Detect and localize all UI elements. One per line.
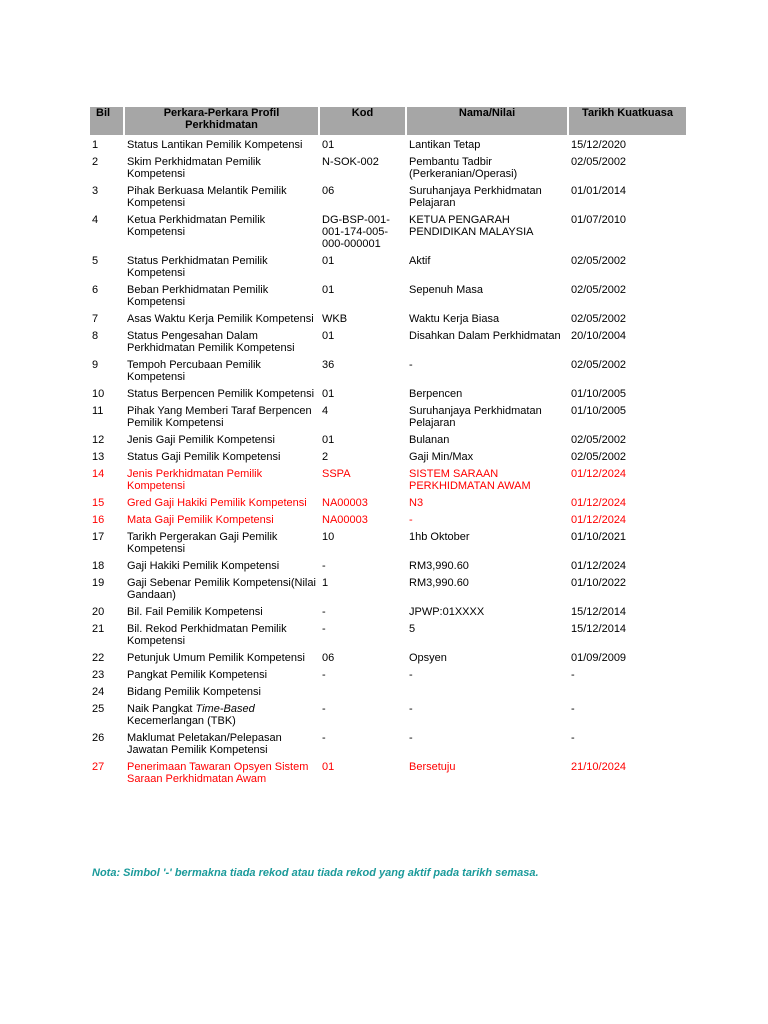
table-row	[90, 434, 686, 451]
cell-tarikh: 01/10/2005	[571, 405, 627, 417]
cell-nama: Gaji Min/Max	[409, 451, 474, 463]
table-row	[90, 652, 686, 669]
cell-tarikh	[569, 686, 686, 703]
cell-bil: 13	[92, 451, 105, 463]
cell-kod: -	[322, 703, 326, 715]
header-bil: Bil	[90, 107, 123, 135]
cell-perkara: Asas Waktu Kerja Pemilik Kompetensi	[127, 313, 314, 325]
cell-tarikh: 02/05/2002	[571, 156, 627, 168]
cell-bil: 22	[92, 652, 105, 664]
table-row	[90, 330, 686, 359]
cell-nama: Suruhanjaya Perkhidmatan Pelajaran	[409, 405, 542, 429]
cell-perkara: Pangkat Pemilik Kompetensi	[127, 669, 268, 681]
table-row	[90, 703, 686, 732]
perkara-text: Kecemerlangan (TBK)	[127, 715, 236, 727]
cell-nama: KETUA PENGARAH PENDIDIKAN MALAYSIA	[409, 214, 534, 238]
cell-kod: N-SOK-002	[322, 156, 379, 168]
cell-perkara: Penerimaan Tawaran Opsyen Sistem Saraan Perkhidmatan Awam	[127, 761, 309, 785]
cell-perkara: Bil. Rekod Perkhidmatan Pemilik Kompetensi	[127, 623, 287, 647]
table-row	[90, 468, 686, 497]
header-nama: Nama/Nilai	[407, 107, 567, 135]
cell-perkara: Ketua Perkhidmatan Pemilik Kompetensi	[127, 214, 266, 238]
table-row	[90, 623, 686, 652]
cell-tarikh: 01/12/2024	[571, 514, 627, 526]
cell-bil: 4	[92, 214, 99, 226]
cell-perkara: Tempoh Percubaan Pemilik Kompetensi	[127, 359, 261, 383]
cell-bil: 7	[92, 313, 99, 325]
cell-nama: Bulanan	[409, 434, 450, 446]
cell-bil: 24	[92, 686, 105, 698]
cell-tarikh: 01/07/2010	[571, 214, 627, 226]
cell-perkara: Pihak Berkuasa Melantik Pemilik Kompetensi	[127, 185, 287, 209]
header-kod: Kod	[320, 107, 405, 135]
cell-bil: 8	[92, 330, 99, 342]
cell-nama: Aktif	[409, 255, 431, 267]
profile-table-container	[90, 107, 678, 790]
cell-tarikh: 01/10/2021	[571, 531, 627, 543]
cell-kod: SSPA	[322, 468, 351, 480]
cell-kod: -	[322, 669, 326, 681]
cell-kod: NA00003	[322, 514, 368, 526]
cell-nama: Waktu Kerja Biasa	[409, 313, 500, 325]
cell-perkara: Pihak Yang Memberi Taraf Berpencen Pemilik Kompetensi	[127, 405, 312, 429]
cell-bil: 25	[92, 703, 105, 715]
cell-nama: Opsyen	[409, 652, 447, 664]
cell-perkara: Status Berpencen Pemilik Kompetensi	[127, 388, 315, 400]
cell-kod: 1	[322, 577, 329, 589]
cell-nama: N3	[409, 497, 424, 509]
cell-tarikh: 02/05/2002	[571, 255, 627, 267]
table-row	[90, 531, 686, 560]
cell-bil: 1	[92, 139, 99, 151]
cell-kod: -	[322, 560, 326, 572]
cell-tarikh: 02/05/2002	[571, 451, 627, 463]
table-row	[90, 514, 686, 531]
table-row	[90, 686, 686, 703]
table-row	[90, 451, 686, 468]
cell-tarikh: 02/05/2002	[571, 284, 627, 296]
table-row	[90, 156, 686, 185]
cell-tarikh: 01/10/2022	[571, 577, 627, 589]
cell-perkara: Beban Perkhidmatan Pemilik Kompetensi	[127, 284, 269, 308]
cell-kod: 01	[322, 330, 335, 342]
cell-tarikh: 02/05/2002	[571, 359, 627, 371]
table-row	[90, 606, 686, 623]
cell-nama: 5	[409, 623, 416, 635]
table-body	[90, 135, 686, 790]
cell-tarikh: 02/05/2002	[571, 434, 627, 446]
cell-nama: Sepenuh Masa	[409, 284, 483, 296]
cell-kod: 01	[322, 284, 335, 296]
table-row	[90, 732, 686, 761]
cell-nama: -	[409, 359, 413, 371]
table-row	[90, 669, 686, 686]
table-header-row	[90, 107, 686, 135]
cell-kod: 36	[322, 359, 335, 371]
perkara-emphasis: Time-Based	[195, 703, 255, 715]
table-row	[90, 388, 686, 405]
cell-nama: RM3,990.60	[409, 560, 469, 572]
cell-bil: 21	[92, 623, 105, 635]
cell-perkara: Bidang Pemilik Kompetensi	[127, 686, 261, 698]
cell-kod: 01	[322, 139, 335, 151]
table-row	[90, 405, 686, 434]
cell-nama: -	[409, 732, 413, 744]
cell-perkara: Skim Perkhidmatan Pemilik Kompetensi	[127, 156, 261, 180]
cell-bil: 14	[92, 468, 105, 480]
cell-tarikh: 01/12/2024	[571, 560, 627, 572]
table-row	[90, 313, 686, 330]
cell-nama: -	[409, 669, 413, 681]
cell-tarikh: 01/12/2024	[571, 497, 627, 509]
cell-perkara: Bil. Fail Pemilik Kompetensi	[127, 606, 263, 618]
cell-kod: 06	[322, 185, 335, 197]
table-row	[90, 214, 686, 255]
cell-bil: 16	[92, 514, 105, 526]
cell-perkara: Status Lantikan Pemilik Kompetensi	[127, 139, 303, 151]
cell-kod: 4	[322, 405, 329, 417]
cell-kod: 01	[322, 255, 335, 267]
cell-nama: 1hb Oktober	[409, 531, 470, 543]
cell-bil: 12	[92, 434, 105, 446]
cell-kod: NA00003	[322, 497, 368, 509]
table-row	[90, 761, 686, 790]
cell-tarikh: 15/12/2020	[571, 139, 627, 151]
cell-kod: DG-BSP-001-001-174-005-000-000001	[322, 214, 390, 250]
cell-bil: 18	[92, 560, 105, 572]
cell-perkara: Gred Gaji Hakiki Pemilik Kompetensi	[127, 497, 307, 509]
table-row	[90, 560, 686, 577]
cell-tarikh: 01/10/2005	[571, 388, 627, 400]
cell-nama: -	[409, 514, 413, 526]
footnote: Nota: Simbol '-' bermakna tiada rekod atau tiada rekod yang aktif pada tarikh semasa.	[92, 867, 539, 879]
cell-tarikh: -	[571, 703, 575, 715]
cell-nama	[407, 686, 567, 703]
cell-nama: Bersetuju	[409, 761, 456, 773]
cell-nama: RM3,990.60	[409, 577, 469, 589]
cell-bil: 15	[92, 497, 105, 509]
cell-perkara: Maklumat Peletakan/Pelepasan Jawatan Pemilik Kompetensi	[127, 732, 282, 756]
table-row	[90, 359, 686, 388]
cell-nama: Lantikan Tetap	[409, 139, 481, 151]
cell-kod: -	[322, 606, 326, 618]
cell-kod	[320, 686, 405, 703]
cell-perkara: Tarikh Pergerakan Gaji Pemilik Kompetensi	[127, 531, 278, 555]
cell-nama: SISTEM SARAAN PERKHIDMATAN AWAM	[409, 468, 531, 492]
cell-kod: 10	[322, 531, 335, 543]
perkara-text: Naik Pangkat	[127, 703, 196, 715]
cell-tarikh: 15/12/2014	[571, 606, 627, 618]
cell-kod: 06	[322, 652, 335, 664]
cell-kod: -	[322, 623, 326, 635]
cell-bil: 9	[92, 359, 99, 371]
cell-perkara: Status Pengesahan Dalam Perkhidmatan Pemilik Kompetensi	[127, 330, 295, 354]
cell-kod: -	[322, 732, 326, 744]
header-perkara: Perkara-Perkara Profil Perkhidmatan	[125, 107, 318, 135]
cell-kod: 2	[322, 451, 329, 463]
cell-kod: 01	[322, 434, 335, 446]
cell-tarikh: 21/10/2024	[571, 761, 627, 773]
cell-perkara	[125, 703, 318, 732]
cell-perkara: Status Gaji Pemilik Kompetensi	[127, 451, 281, 463]
cell-bil: 2	[92, 156, 99, 168]
header-tarikh: Tarikh Kuatkuasa	[569, 107, 686, 135]
cell-bil: 11	[92, 405, 104, 417]
cell-perkara: Status Perkhidmatan Pemilik Kompetensi	[127, 255, 268, 279]
cell-tarikh: 02/05/2002	[571, 313, 627, 325]
cell-perkara: Jenis Gaji Pemilik Kompetensi	[127, 434, 275, 446]
cell-tarikh: 01/12/2024	[571, 468, 627, 480]
cell-perkara: Gaji Hakiki Pemilik Kompetensi	[127, 560, 280, 572]
cell-bil: 10	[92, 388, 105, 400]
table-row	[90, 135, 686, 156]
cell-kod: 01	[322, 388, 335, 400]
cell-bil: 27	[92, 761, 105, 773]
service-profile-table	[88, 107, 688, 790]
cell-tarikh: -	[571, 669, 575, 681]
cell-nama: -	[409, 703, 413, 715]
cell-perkara: Gaji Sebenar Pemilik Kompetensi(Nilai Gandaan)	[127, 577, 316, 601]
cell-tarikh: 20/10/2004	[571, 330, 627, 342]
cell-nama: Suruhanjaya Perkhidmatan Pelajaran	[409, 185, 542, 209]
cell-bil: 23	[92, 669, 105, 681]
cell-nama: JPWP:01XXXX	[409, 606, 485, 618]
cell-kod: WKB	[322, 313, 348, 325]
cell-nama: Disahkan Dalam Perkhidmatan	[409, 330, 561, 342]
cell-bil: 17	[92, 531, 105, 543]
cell-nama: Pembantu Tadbir (Perkeranian/Operasi)	[409, 156, 518, 180]
cell-bil: 19	[92, 577, 105, 589]
cell-perkara: Jenis Perkhidmatan Pemilik Kompetensi	[127, 468, 263, 492]
cell-kod: 01	[322, 761, 335, 773]
cell-tarikh: 01/01/2014	[571, 185, 627, 197]
table-row	[90, 255, 686, 284]
cell-tarikh: 01/09/2009	[571, 652, 627, 664]
table-row	[90, 577, 686, 606]
cell-bil: 3	[92, 185, 99, 197]
cell-bil: 5	[92, 255, 99, 267]
cell-tarikh: 15/12/2014	[571, 623, 627, 635]
table-row	[90, 284, 686, 313]
cell-perkara: Petunjuk Umum Pemilik Kompetensi	[127, 652, 305, 664]
cell-bil: 20	[92, 606, 105, 618]
cell-bil: 6	[92, 284, 99, 296]
cell-perkara: Mata Gaji Pemilik Kompetensi	[127, 514, 274, 526]
table-row	[90, 185, 686, 214]
cell-tarikh: -	[571, 732, 575, 744]
table-row	[90, 497, 686, 514]
cell-bil: 26	[92, 732, 105, 744]
cell-nama: Berpencen	[409, 388, 463, 400]
